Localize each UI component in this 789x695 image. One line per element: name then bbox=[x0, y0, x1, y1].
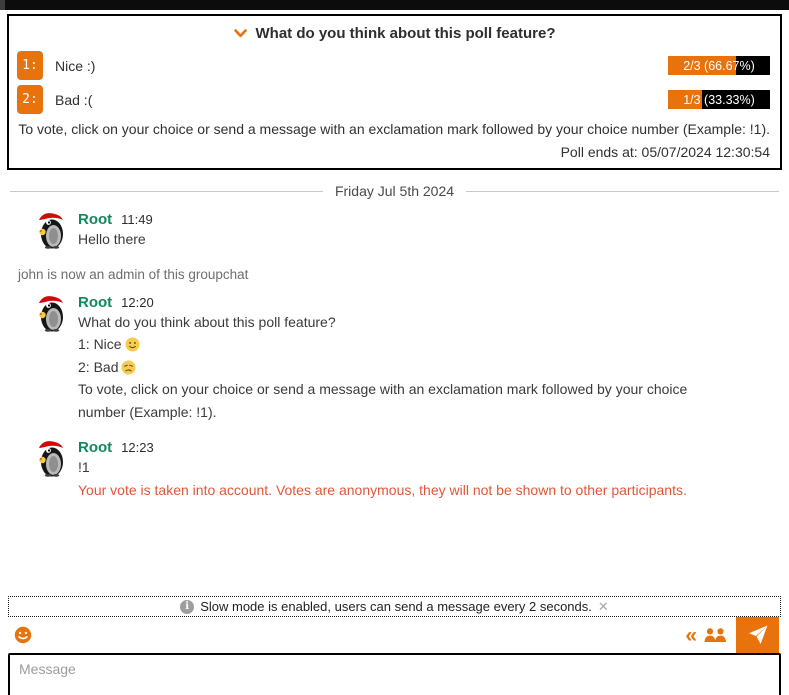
poll-option-2-label[interactable]: Bad :( bbox=[55, 91, 93, 108]
avatar-penguin-icon bbox=[36, 294, 66, 332]
paper-plane-icon bbox=[746, 623, 770, 647]
toolbar-right-group bbox=[685, 617, 779, 653]
double-chevron-left-icon[interactable]: « bbox=[685, 623, 695, 647]
message-author: Root bbox=[78, 293, 113, 311]
window-top-bar bbox=[0, 0, 789, 10]
poll-end-time: Poll ends at: 05/07/2024 12:30:54 bbox=[560, 144, 770, 160]
avatar-penguin-icon bbox=[36, 439, 66, 477]
participants-button[interactable] bbox=[704, 627, 727, 643]
composer-toolbar bbox=[0, 617, 789, 653]
poll-option-1-number-badge[interactable]: 1: bbox=[17, 51, 43, 80]
message-input[interactable] bbox=[8, 653, 781, 695]
message-content bbox=[78, 211, 153, 251]
slow-mode-notice-text: Slow mode is enabled, users can send a message every 2 seconds. bbox=[200, 599, 592, 614]
message-content bbox=[78, 439, 687, 501]
message-text: 1: Nice bbox=[78, 333, 696, 356]
date-divider bbox=[10, 183, 779, 199]
message-author: Root bbox=[78, 439, 113, 456]
divider-line-left bbox=[10, 191, 323, 192]
poll-option-1[interactable] bbox=[17, 51, 772, 80]
poll-title: What do you think about this poll feature? bbox=[255, 25, 556, 42]
poll-option-1-result-bar bbox=[668, 56, 770, 75]
chat-message bbox=[10, 439, 779, 501]
message-header bbox=[78, 439, 687, 456]
top-bar-notch bbox=[0, 0, 5, 10]
message-text: !1 bbox=[78, 459, 90, 475]
slow-mode-notice bbox=[8, 596, 781, 617]
poll-option-1-label[interactable]: Nice :) bbox=[55, 57, 96, 74]
message-header bbox=[78, 211, 153, 228]
message-content bbox=[78, 294, 696, 424]
poll-option-2-number-badge[interactable]: 2: bbox=[17, 85, 43, 114]
chat-message bbox=[10, 211, 779, 251]
disappointed-face-emoji-icon bbox=[121, 360, 136, 375]
poll-panel bbox=[7, 14, 782, 170]
message-author: Root bbox=[78, 211, 113, 228]
info-icon: i bbox=[180, 600, 194, 614]
avatar-penguin-icon bbox=[36, 211, 66, 249]
emoji-picker-button[interactable] bbox=[14, 626, 32, 644]
date-divider-label: Friday Jul 5th 2024 bbox=[334, 183, 455, 199]
message-timestamp: 11:49 bbox=[121, 212, 153, 227]
poll-option-2[interactable] bbox=[17, 85, 772, 114]
message-text: Hello there bbox=[78, 231, 146, 247]
message-timestamp: 12:23 bbox=[121, 440, 154, 455]
message-text: To vote, click on your choice or send a message with an exclamation mark followed by your choice number (Example: !1). bbox=[78, 381, 688, 420]
send-button[interactable] bbox=[736, 617, 779, 653]
poll-header[interactable] bbox=[17, 22, 772, 46]
chat-history[interactable] bbox=[0, 170, 789, 596]
message-text: 2: Bad bbox=[78, 356, 696, 379]
message-header bbox=[78, 294, 696, 311]
poll-option-2-result-bar bbox=[668, 90, 770, 109]
poll-instructions: To vote, click on your choice or send a message with an exclamation mark followed by your choice number (Example: !1). bbox=[18, 121, 770, 137]
smiley-icon bbox=[14, 626, 32, 644]
chat-message bbox=[10, 294, 779, 424]
divider-line-right bbox=[466, 191, 779, 192]
close-icon[interactable]: ✕ bbox=[597, 598, 609, 614]
chevron-down-icon bbox=[234, 29, 247, 38]
poll-option-2-result-text: 1/3 (33.33%) bbox=[683, 92, 755, 107]
message-text: What do you think about this poll feature? bbox=[78, 313, 336, 330]
system-message: john is now an admin of this groupchat bbox=[18, 266, 249, 282]
group-people-icon bbox=[704, 627, 727, 643]
vote-confirmation-notice: Your vote is taken into account. Votes are anonymous, they will not be shown to other participants. bbox=[78, 481, 687, 498]
message-timestamp: 12:20 bbox=[121, 294, 154, 310]
poll-option-1-result-text: 2/3 (66.67%) bbox=[683, 58, 755, 73]
slightly-smiling-face-emoji-icon bbox=[125, 337, 140, 352]
